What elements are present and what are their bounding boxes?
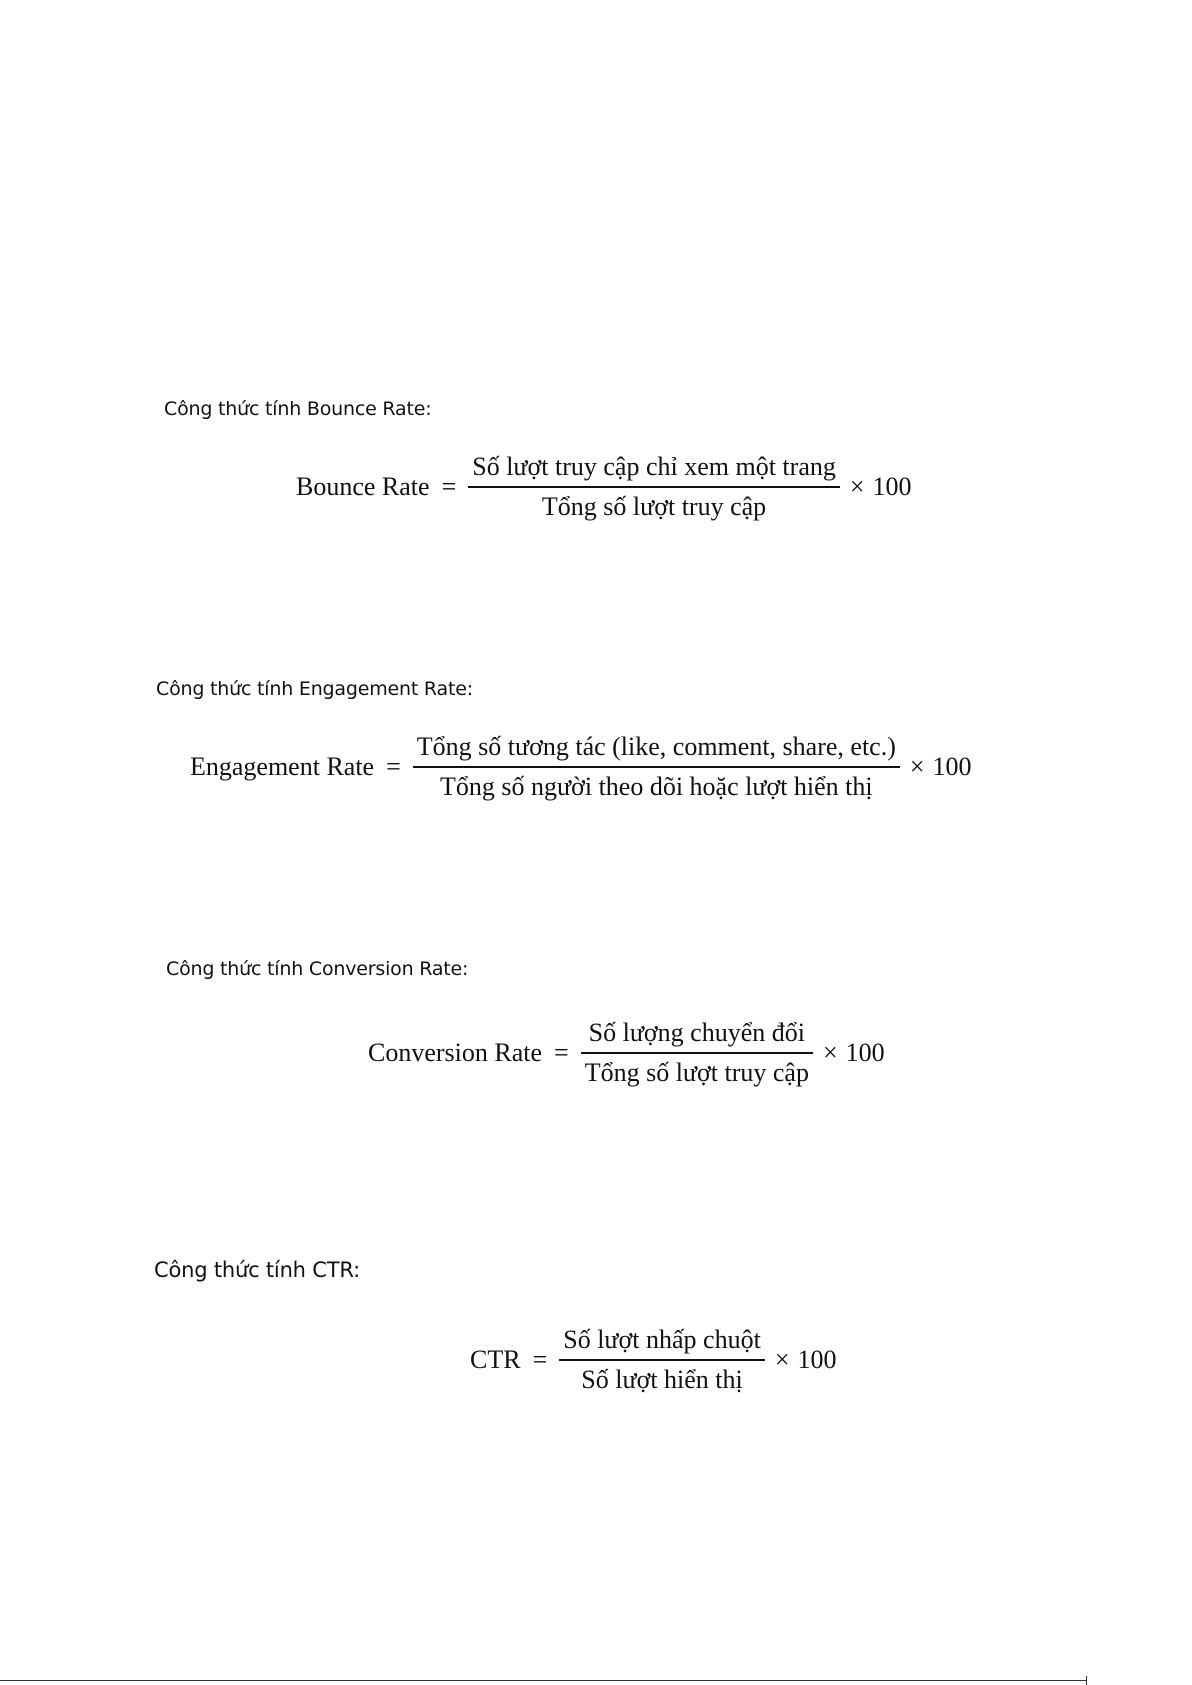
times-sign: × (822, 1037, 838, 1067)
fraction-numerator: Số lượng chuyển đổi (588, 1018, 805, 1047)
page-bottom-rule (0, 1680, 1086, 1681)
equals-sign: = (554, 1037, 569, 1067)
fraction-numerator: Tổng số tương tác (like, comment, share, etc.) (416, 732, 896, 761)
formula-lhs: Bounce Rate (296, 471, 430, 501)
formula-lhs: Engagement Rate (190, 751, 375, 781)
formula-lhs: CTR (470, 1344, 521, 1374)
fraction-denominator: Số lượt hiển thị (581, 1364, 743, 1394)
ctr-formula (470, 1325, 836, 1395)
multiplier: 100 (872, 471, 912, 501)
multiplier: 100 (797, 1344, 837, 1374)
fraction-numerator: Số lượt truy cập chỉ xem một trang (472, 452, 836, 481)
conversion-rate-heading: Công thức tính Conversion Rate: (166, 958, 469, 980)
engagement-rate-formula (190, 732, 972, 802)
fraction-denominator: Tổng số lượt truy cập (541, 491, 767, 521)
fraction (581, 1018, 813, 1088)
times-sign: × (774, 1344, 790, 1374)
multiplier: 100 (932, 751, 972, 781)
fraction-denominator: Tổng số người theo dõi hoặc lượt hiển thị (440, 771, 873, 801)
fraction (413, 732, 900, 802)
bounce-rate-formula (296, 452, 912, 522)
fraction (468, 452, 840, 522)
times-sign: × (849, 471, 865, 501)
equals-sign: = (441, 471, 457, 501)
ctr-heading: Công thức tính CTR: (154, 1258, 360, 1282)
multiplier: 100 (845, 1037, 885, 1067)
fraction (559, 1325, 765, 1395)
engagement-rate-heading: Công thức tính Engagement Rate: (156, 678, 473, 700)
conversion-rate-formula (368, 1018, 885, 1088)
bounce-rate-heading: Công thức tính Bounce Rate: (164, 398, 432, 420)
equals-sign: = (532, 1344, 548, 1374)
fraction-denominator: Tổng số lượt truy cập (584, 1057, 809, 1087)
page-bottom-tick (1086, 1676, 1087, 1685)
formula-lhs: Conversion Rate (368, 1037, 543, 1067)
equals-sign: = (386, 751, 401, 781)
times-sign: × (909, 751, 925, 781)
fraction-numerator: Số lượt nhấp chuột (563, 1325, 761, 1354)
